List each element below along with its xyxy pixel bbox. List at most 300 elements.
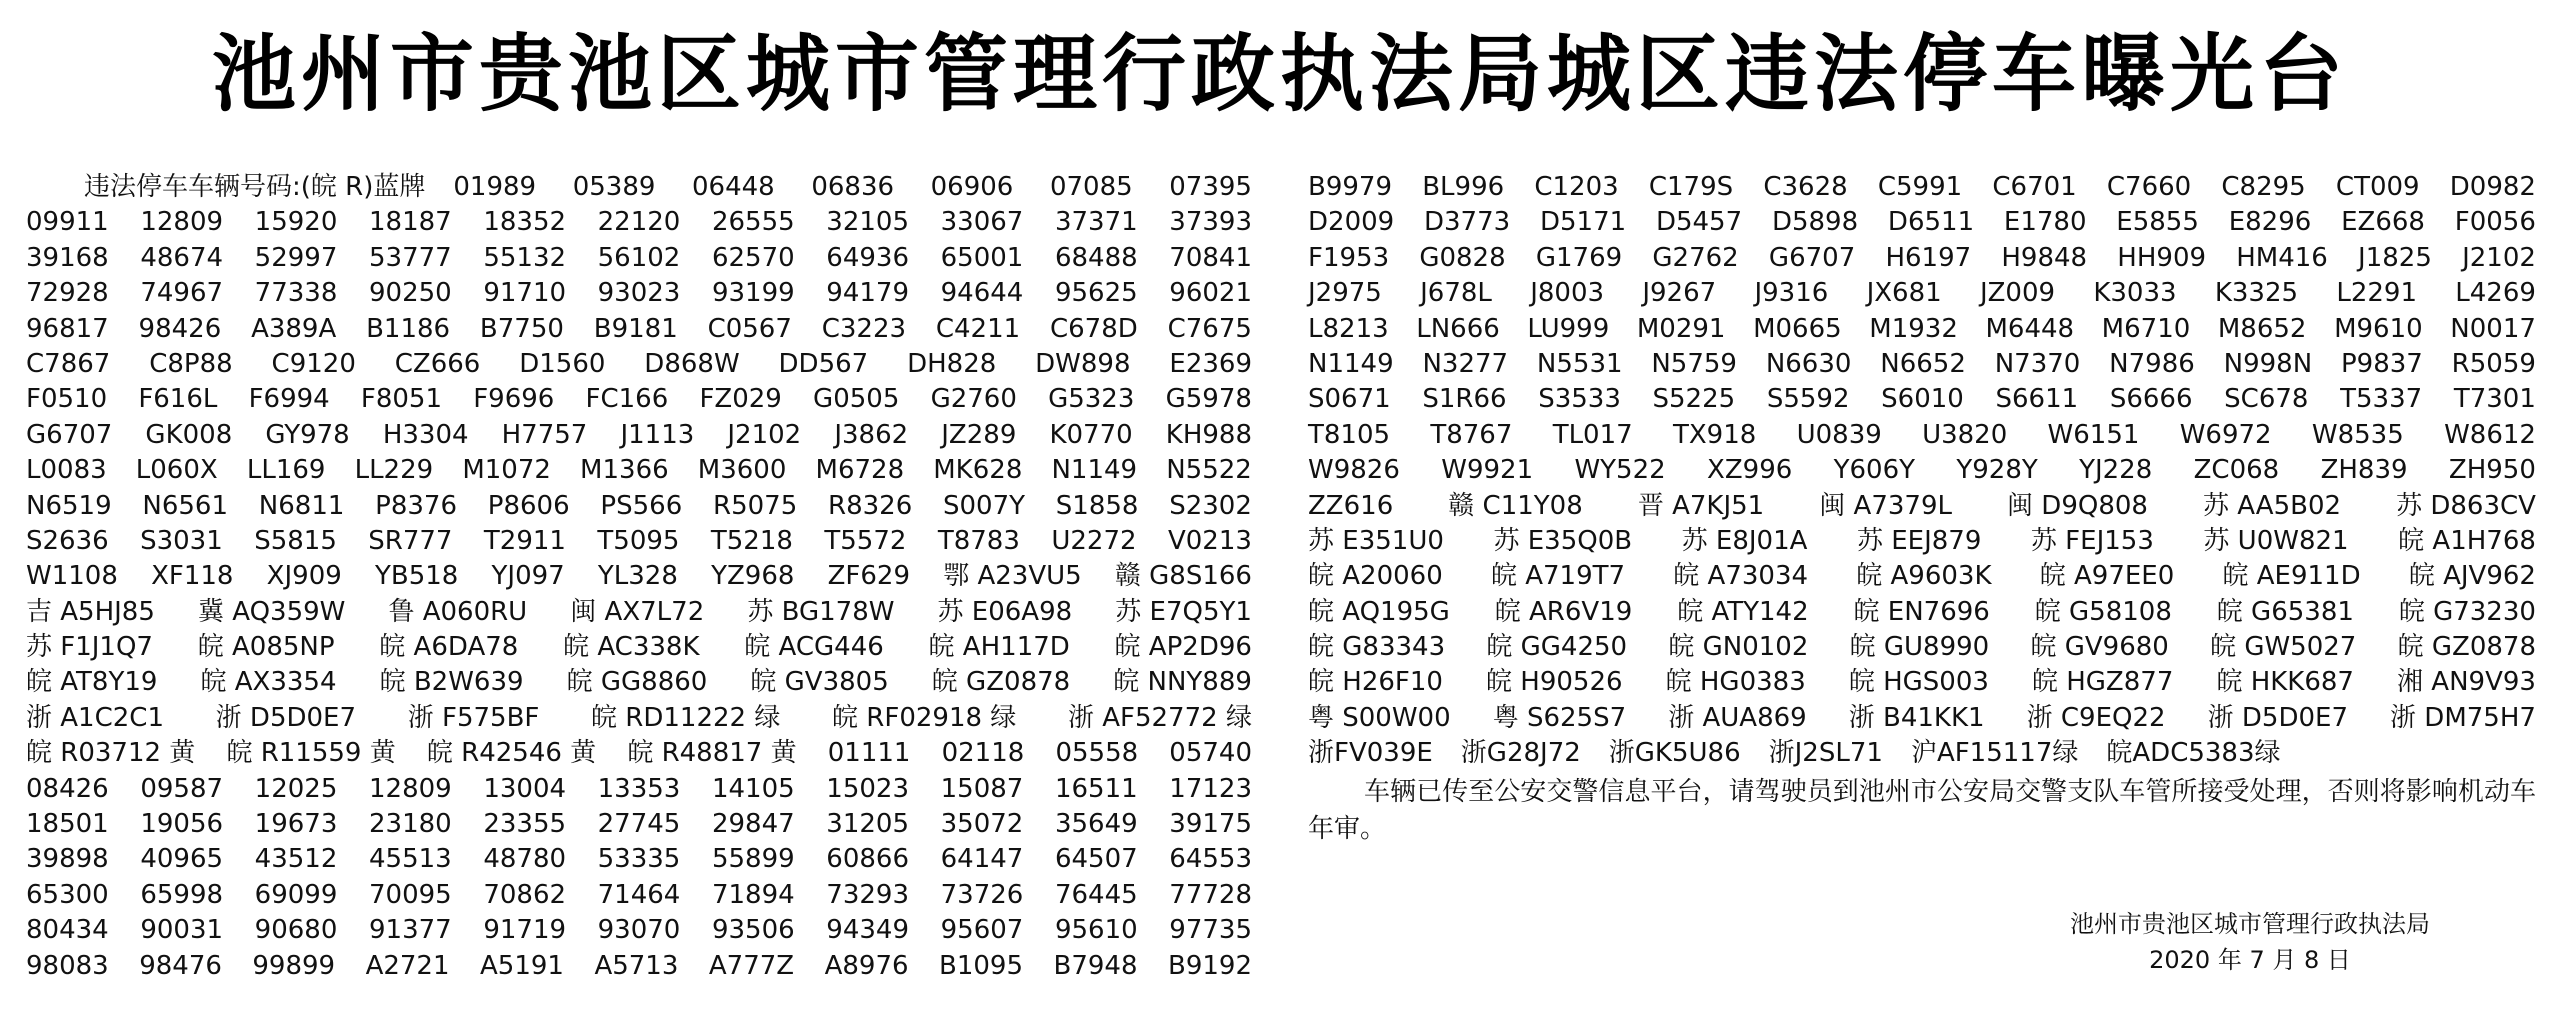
license-plate: S1R66 (1422, 384, 1507, 415)
license-plate: P8606 (487, 490, 570, 521)
license-plate: 98426 (138, 313, 222, 344)
license-plate: M1072 (462, 455, 551, 486)
license-plate: YJ097 (491, 561, 565, 592)
license-plate: K3325 (2214, 278, 2299, 309)
license-plate: 01989 (453, 172, 537, 202)
license-plate: E5855 (2116, 207, 2199, 238)
license-plate: 76445 (1054, 879, 1138, 910)
license-plate: N5522 (1166, 455, 1252, 486)
license-plate: R5059 (2451, 348, 2536, 379)
license-plate: 31205 (826, 809, 910, 840)
license-plate: N7986 (2109, 348, 2195, 379)
license-plate: 22120 (597, 207, 681, 238)
plate-row (1308, 595, 2536, 630)
license-plate: T8105 (1308, 419, 1391, 450)
license-plate: DW898 (1035, 348, 1131, 379)
license-plate: 皖 G65381 (2216, 596, 2354, 627)
license-plate: HM416 (2236, 242, 2328, 273)
license-plate: D3773 (1423, 207, 1511, 238)
license-plate: C3628 (1763, 172, 1848, 202)
license-plate: D1560 (519, 348, 606, 379)
license-plate: GY978 (265, 419, 350, 450)
license-plate: L060X (135, 455, 218, 486)
license-plate: 08426 (26, 773, 109, 804)
license-plate: T8783 (937, 525, 1020, 556)
license-plate: 96817 (26, 313, 109, 344)
plate-row (26, 276, 1252, 311)
license-plate: 浙 B41KK1 (1848, 702, 1985, 733)
license-plate: YL328 (597, 561, 678, 592)
license-plate: 93023 (597, 278, 681, 309)
license-plate: 皖 G73230 (2398, 596, 2536, 627)
license-plate: B9181 (593, 313, 678, 344)
license-plate: L2291 (2336, 278, 2417, 309)
license-plate: M6728 (815, 455, 905, 486)
license-plate: 73726 (940, 879, 1024, 910)
license-plate: 皖 G58108 (2034, 596, 2172, 627)
license-plate: 07395 (1169, 172, 1252, 202)
plate-row (1308, 347, 2536, 382)
license-plate: 45513 (368, 844, 452, 875)
license-plate: 65998 (140, 879, 224, 910)
license-plate: G6707 (1768, 242, 1856, 273)
license-plate: 皖 GZ0878 (2397, 632, 2536, 663)
license-plate: 96021 (1169, 278, 1252, 309)
license-plate: T5572 (824, 525, 907, 556)
license-plate: 皖 R03712 黄 (26, 738, 196, 769)
license-plate: T5218 (710, 525, 793, 556)
license-plate: G0828 (1419, 242, 1506, 273)
license-plate: 皖 AE911D (2222, 561, 2361, 592)
license-plate: N6561 (142, 490, 229, 521)
license-plate: W9921 (1441, 455, 1534, 486)
license-plate: G0505 (813, 384, 900, 415)
license-plate: F616L (138, 384, 218, 415)
license-plate: 闽 AX7L72 (570, 596, 705, 627)
license-plate: N1149 (1308, 348, 1394, 379)
license-plate: R8326 (828, 490, 913, 521)
plate-row (26, 418, 1252, 453)
license-plate: N5759 (1651, 348, 1737, 379)
license-plate: 71894 (711, 879, 795, 910)
license-plate: 19056 (140, 809, 224, 840)
license-plate: 06906 (930, 172, 1014, 202)
license-plate: E1780 (2003, 207, 2087, 238)
license-plate: 27745 (597, 809, 681, 840)
license-plate: 浙J2SL71 (1768, 738, 1883, 769)
plate-row (26, 347, 1252, 382)
license-plate: 39175 (1169, 809, 1252, 840)
license-plate: ZF629 (827, 561, 910, 592)
license-plate: N6652 (1880, 348, 1966, 379)
license-plate: 粤 S625S7 (1492, 702, 1627, 733)
license-plate: 19673 (254, 809, 338, 840)
license-plate: 53777 (368, 242, 452, 273)
license-plate: J1113 (620, 419, 695, 450)
license-plate: BL996 (1422, 172, 1505, 202)
license-plate: XZ996 (1707, 455, 1793, 486)
license-plate: 91719 (483, 915, 567, 946)
plate-row (1308, 453, 2536, 488)
license-plate: 皖 A73034 (1673, 561, 1809, 592)
license-plate: 皖 G83343 (1308, 632, 1446, 663)
license-plate: 97735 (1169, 915, 1252, 946)
plate-row (26, 913, 1252, 948)
license-plate: M0665 (1753, 313, 1842, 344)
footer-organization: 池州市贵池区城市管理行政执法局 (2070, 910, 2430, 938)
plate-row (26, 878, 1252, 913)
license-plate: M8652 (2217, 313, 2307, 344)
license-plate: S6666 (2109, 384, 2193, 415)
license-plate: ZZ616 (1308, 490, 1394, 521)
license-plate: LL169 (246, 455, 326, 486)
license-plate: 浙 D5D0E7 (215, 702, 357, 733)
license-plate: 01111 (827, 738, 911, 769)
license-plate: 53335 (597, 844, 681, 875)
license-plate: C6701 (1992, 172, 2077, 202)
plate-row (26, 595, 1252, 630)
license-plate: 70095 (368, 879, 452, 910)
license-plate: 74967 (140, 278, 224, 309)
plate-row (1308, 205, 2536, 240)
license-plate: 皖 R48817 黄 (627, 738, 797, 769)
license-plate: S007Y (943, 490, 1026, 521)
license-plate: 64507 (1054, 844, 1138, 875)
license-plate: Y606Y (1833, 455, 1916, 486)
license-plate: 94349 (826, 915, 910, 946)
license-plate: ZH950 (2448, 455, 2536, 486)
license-plate: W9826 (1308, 455, 1400, 486)
license-plate: 皖 A97EE0 (2039, 561, 2175, 592)
license-plate: DD567 (778, 348, 869, 379)
license-plate: 12809 (368, 773, 452, 804)
license-plate: F0056 (2454, 207, 2536, 238)
license-plate: 64553 (1169, 844, 1252, 875)
license-plate: 77338 (254, 278, 338, 309)
license-plate: N3277 (1422, 348, 1509, 379)
license-plate: 18501 (26, 809, 109, 840)
plate-row (26, 205, 1252, 240)
license-plate: H6197 (1885, 242, 1972, 273)
license-plate: W6151 (2047, 419, 2140, 450)
license-plate: J8003 (1530, 278, 1605, 309)
license-plate: 浙FV039E (1308, 738, 1433, 769)
license-plate: 17123 (1169, 773, 1252, 804)
license-plate: D5171 (1539, 207, 1627, 238)
plate-row (26, 665, 1252, 700)
license-plate: 皖 HGZ877 (2031, 667, 2174, 698)
license-plate: WY522 (1574, 455, 1666, 486)
license-plate: E2369 (1169, 348, 1252, 379)
license-plate: LU999 (1527, 313, 1610, 344)
license-plate: 40965 (140, 844, 224, 875)
license-plate: K3033 (2093, 278, 2177, 309)
license-plate: F6994 (248, 384, 330, 415)
license-plate: EZ668 (2341, 207, 2425, 238)
plate-row (1308, 418, 2536, 453)
plate-row-last (1308, 736, 2536, 771)
license-plate: G6707 (26, 419, 113, 450)
license-plate: 沪AF15117绿 (1910, 738, 2079, 769)
license-plate: 48674 (140, 242, 224, 273)
license-plate: M9610 (2334, 313, 2423, 344)
license-plate: B1095 (939, 950, 1024, 981)
license-plate: 浙 AF52772 绿 (1067, 702, 1252, 733)
license-plate: S0671 (1308, 384, 1391, 415)
license-plate: C9120 (271, 348, 356, 379)
plate-row (26, 842, 1252, 877)
plate-row (1308, 382, 2536, 417)
license-plate: 吉 A5HJ85 (26, 596, 155, 627)
license-plate: 06836 (811, 172, 895, 202)
license-plate: C4211 (935, 313, 1021, 344)
license-plate: 皖 R11559 黄 (226, 738, 396, 769)
license-plate: J1825 (2358, 242, 2432, 273)
license-plate: 07085 (1049, 172, 1133, 202)
license-plate: 皖 R42546 黄 (426, 738, 597, 769)
license-plate: 皖 EN7696 (1853, 596, 1990, 627)
license-plate: C0567 (707, 313, 792, 344)
license-plate: 苏 E351U0 (1308, 525, 1444, 556)
license-plate: 05558 (1055, 738, 1139, 769)
license-plate: 68488 (1054, 242, 1138, 273)
license-plate: 皖 GG4250 (1486, 632, 1628, 663)
license-plate: F0510 (26, 384, 108, 415)
license-plate: 冀 AQ359W (197, 596, 346, 627)
license-plate: 皖 AH117D (928, 632, 1070, 663)
license-plate: 苏 U0W821 (2203, 525, 2349, 556)
license-plate: 鄂 A23VU5 (943, 561, 1082, 592)
license-plate: H9848 (2001, 242, 2088, 273)
license-plate: 52997 (254, 242, 338, 273)
license-plate: C8P88 (149, 348, 233, 379)
license-plate: 23180 (368, 809, 452, 840)
license-plate: YZ968 (711, 561, 795, 592)
license-plate: D5457 (1655, 207, 1743, 238)
license-plate: 09911 (26, 207, 109, 238)
license-plate: JX681 (1866, 278, 1942, 309)
license-plate: N1149 (1051, 455, 1138, 486)
license-plate: 48780 (483, 844, 567, 875)
license-plate: 93070 (597, 915, 681, 946)
license-plate: M6710 (2101, 313, 2191, 344)
license-plate: 71464 (597, 879, 681, 910)
license-plate: 73293 (826, 879, 910, 910)
license-plate: N998N (2223, 348, 2313, 379)
plate-row (26, 382, 1252, 417)
license-plate: 皖 RD11222 绿 (591, 702, 781, 733)
license-plate: 皖 GZ0878 (931, 667, 1071, 698)
license-plate: S2636 (26, 525, 109, 556)
license-plate: 皖ADC5383绿 (2106, 738, 2281, 769)
license-plate: 37393 (1169, 207, 1252, 238)
license-plate: CZ666 (394, 348, 481, 379)
license-plate: M6448 (1985, 313, 2075, 344)
license-plate: 09587 (140, 773, 224, 804)
plate-row (26, 807, 1252, 842)
license-plate: 90250 (368, 278, 452, 309)
license-plate: 98476 (139, 950, 222, 981)
license-plate: C7660 (2106, 172, 2192, 202)
license-plate: 13004 (483, 773, 567, 804)
license-plate: 56102 (597, 242, 681, 273)
license-plate: T2911 (483, 525, 566, 556)
license-plate: 浙 DM75H7 (2390, 702, 2536, 733)
license-plate: GK008 (145, 419, 233, 450)
license-plate: K0770 (1049, 419, 1133, 450)
license-plate: M1366 (580, 455, 669, 486)
license-plate: 16511 (1054, 773, 1138, 804)
license-plate: 皖 A085NP (197, 632, 335, 663)
license-plate: 皖 HKK687 (2216, 667, 2354, 698)
license-plate: L0083 (26, 455, 107, 486)
plate-row (26, 701, 1252, 736)
license-plate: C678D (1049, 313, 1138, 344)
license-plate: 12809 (140, 207, 224, 238)
license-plate: C5991 (1877, 172, 1963, 202)
plate-row (26, 170, 1252, 205)
license-plate: ZC068 (2193, 455, 2280, 486)
license-plate: 69099 (254, 879, 338, 910)
license-plate: F8051 (360, 384, 443, 415)
license-plate: 15023 (826, 773, 910, 804)
license-plate: MK628 (933, 455, 1023, 486)
license-plate: 05389 (572, 172, 656, 202)
license-plate: LN666 (1416, 313, 1500, 344)
license-plate: 55132 (483, 242, 567, 273)
license-plate: 皖 GN0102 (1668, 632, 1809, 663)
notice-text: 车辆已传至公安交警信息平台，请驾驶员到池州市公安局交警支队车管所接受处理，否则将影响机动车年审。 (1308, 776, 2536, 844)
license-plate: S6010 (1881, 384, 1964, 415)
license-plate: CT009 (2335, 172, 2420, 202)
license-plate: 皖 RF02918 绿 (832, 702, 1017, 733)
plate-row (1308, 170, 2536, 205)
license-plate: YJ228 (2079, 455, 2153, 486)
license-plate: C179S (1648, 172, 1734, 202)
license-plate: T5095 (597, 525, 680, 556)
license-plate: N6811 (258, 490, 345, 521)
license-plate: 浙GK5U86 (1608, 738, 1741, 769)
license-plate: 浙 D5D0E7 (2207, 702, 2348, 733)
license-plate: J9316 (1754, 278, 1829, 309)
license-plate: 皖 A719T7 (1490, 561, 1626, 592)
license-plate: 99899 (252, 950, 336, 981)
license-plate: 皖 AJV962 (2408, 561, 2536, 592)
license-plate: J2102 (2462, 242, 2536, 273)
license-plate: G2762 (1652, 242, 1739, 273)
license-plate: 60866 (826, 844, 910, 875)
license-plate: 15087 (940, 773, 1024, 804)
license-plate: 皖 A20060 (1308, 561, 1443, 592)
license-plate: S6611 (1995, 384, 2079, 415)
license-plate: C3223 (821, 313, 907, 344)
license-plate: T8767 (1430, 419, 1513, 450)
license-plate: C8295 (2221, 172, 2306, 202)
license-plate: 43512 (254, 844, 338, 875)
plate-row (1308, 241, 2536, 276)
license-plate: 15920 (254, 207, 338, 238)
license-plate: S5592 (1766, 384, 1850, 415)
license-plate: G5323 (1048, 384, 1135, 415)
license-plate: 23355 (483, 809, 567, 840)
license-plate: JZ289 (941, 419, 1017, 450)
plate-row (26, 949, 1252, 984)
license-plate: 72928 (26, 278, 109, 309)
license-plate: D2009 (1308, 207, 1395, 238)
license-plate: 29847 (711, 809, 795, 840)
license-plate: 39898 (26, 844, 109, 875)
license-plate: 93199 (711, 278, 795, 309)
license-plate: B9979 (1308, 172, 1393, 202)
plate-row (26, 559, 1252, 594)
license-plate: 35649 (1054, 809, 1138, 840)
license-plate: 皖 AR6V19 (1494, 596, 1633, 627)
license-plate: 39168 (26, 242, 109, 273)
license-plate: 64936 (826, 242, 910, 273)
plate-row (26, 524, 1252, 559)
license-plate: J3862 (834, 419, 909, 450)
plate-row (1308, 665, 2536, 700)
license-plate: B1186 (366, 313, 451, 344)
license-plate: TL017 (1552, 419, 1633, 450)
license-plate: S5225 (1652, 384, 1736, 415)
license-plate: U2272 (1051, 525, 1137, 556)
license-plate: 皖 B2W639 (379, 667, 524, 698)
license-plate: 闽 D9Q808 (2007, 490, 2148, 521)
license-plate: C1203 (1534, 172, 1619, 202)
license-plate: A2721 (365, 950, 450, 981)
license-plate: 苏 BG178W (747, 596, 895, 627)
plate-row (26, 489, 1252, 524)
license-plate: XF118 (151, 561, 234, 592)
license-plate: G1769 (1535, 242, 1623, 273)
license-plate: J2102 (727, 419, 802, 450)
license-plate: N0017 (2450, 313, 2536, 344)
license-plate: 苏 F1J1Q7 (26, 632, 153, 663)
license-plate: A5713 (594, 950, 679, 981)
license-plate: 皖 A9603K (1856, 561, 1992, 592)
license-plate: 粤 S00W00 (1308, 702, 1451, 733)
license-plate: D868W (644, 348, 740, 379)
license-plate: T5337 (2340, 384, 2423, 415)
license-plate: N7370 (1994, 348, 2081, 379)
license-plate: Y928Y (1956, 455, 2038, 486)
license-plate: 32105 (826, 207, 910, 238)
left-plate-rows (26, 205, 1252, 984)
license-plate: S5815 (254, 525, 337, 556)
license-plate: 皖 HGS003 (1848, 667, 1989, 698)
license-plate: YB518 (374, 561, 459, 592)
plate-row (1308, 489, 2536, 524)
right-plate-rows (1308, 170, 2536, 736)
license-plate: 70862 (483, 879, 567, 910)
license-plate: 70841 (1169, 242, 1252, 273)
license-plate: P9837 (2340, 348, 2423, 379)
license-plate: 苏 D863CV (2396, 490, 2536, 521)
license-plate: 浙 F575BF (407, 702, 540, 733)
plate-row (26, 772, 1252, 807)
license-plate: 皖 H26F10 (1308, 667, 1443, 698)
license-plate: S3533 (1538, 384, 1621, 415)
left-plate-column (26, 170, 1252, 984)
license-plate: 62570 (711, 242, 795, 273)
license-plate: J2975 (1308, 278, 1382, 309)
license-plate: 皖 GW5027 (2210, 632, 2357, 663)
license-plate: B7750 (479, 313, 564, 344)
license-plate: S2302 (1169, 490, 1252, 521)
license-plate: M3600 (697, 455, 787, 486)
license-plate: 苏 AA5B02 (2203, 490, 2342, 521)
